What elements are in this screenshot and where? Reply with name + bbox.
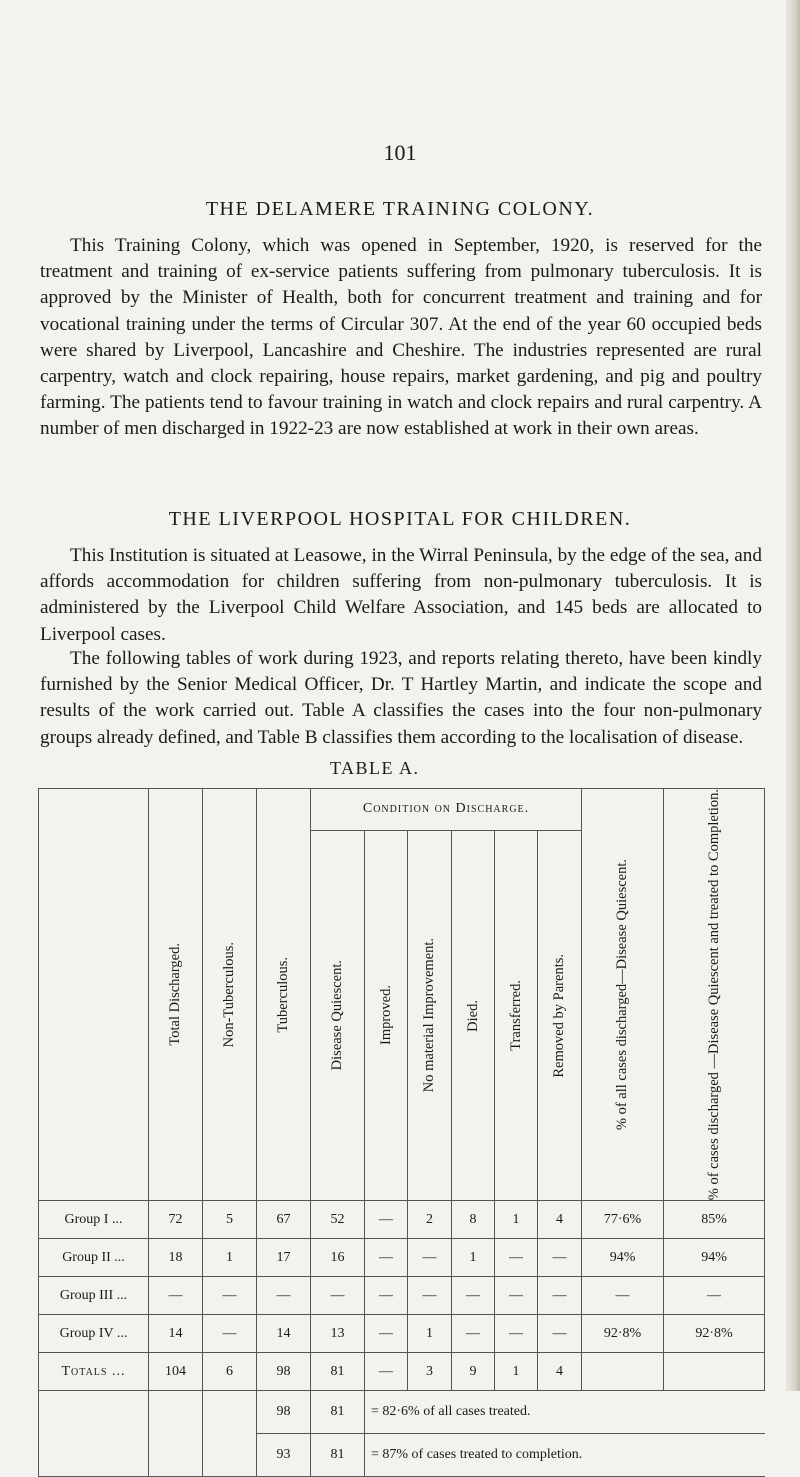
page-number: 101 <box>383 140 417 165</box>
table-cell: 3 <box>408 1353 452 1391</box>
table-cell: — <box>452 1315 495 1353</box>
header-no-improvement: No material Improvement. <box>408 830 452 1201</box>
table-cell: 1 <box>203 1239 257 1277</box>
header-improved: Improved. <box>365 830 408 1201</box>
table-cell: 104 <box>149 1353 203 1391</box>
table-cell: 4 <box>538 1353 582 1391</box>
table-row <box>39 1239 765 1277</box>
table-cell <box>582 1353 664 1391</box>
table-row <box>39 1315 765 1353</box>
paragraph-liverpool-hospital <box>40 543 762 648</box>
table-cell: 94% <box>582 1239 664 1277</box>
table-cell: — <box>365 1277 408 1315</box>
summary-cell: 93 <box>257 1434 311 1477</box>
header-non-tuberculous: Non-Tuberculous. <box>203 789 257 1201</box>
table-cell: — <box>365 1315 408 1353</box>
row-label: Group IV ... <box>39 1315 149 1353</box>
summary-cell: 81 <box>311 1391 365 1434</box>
header-condition-on-discharge: Condition on Discharge. <box>311 789 582 831</box>
header-pct-all: % of all cases discharged—Disease Quiescent. <box>582 789 664 1201</box>
table-cell: 67 <box>257 1201 311 1239</box>
table-cell <box>664 1353 765 1391</box>
table-cell: 13 <box>311 1315 365 1353</box>
table-cell: 72 <box>149 1201 203 1239</box>
header-blank <box>39 789 149 1201</box>
summary-blank <box>203 1391 257 1477</box>
table-cell: — <box>452 1277 495 1315</box>
table-cell: 9 <box>452 1353 495 1391</box>
summary-blank <box>149 1391 203 1477</box>
row-label: Group III ... <box>39 1277 149 1315</box>
paragraph-delamere-text: This Training Colony, which was opened in September, 1920, is reserved for the treatment and training of ex-service patients suffering from pulmonary tuberculosis. It is approved by the Minister of Health, both for concurrent treatment and training and for vocational training under the terms of Circular 307. At the end of the year 60 occupied beds were shared by Liverpool, Lancashire and Cheshire. The industries represented are rural carpentry, watch and clock repairing, house repairs, market gardening, and pig and poultry farming. The patients tend to favour training in watch and clock repairs and rural carpentry. A number of men discharged in 1922-23 are now established at work in their own areas. <box>40 235 762 440</box>
table-cell: 14 <box>149 1315 203 1353</box>
section-title-liverpool-hospital: THE LIVERPOOL HOSPITAL FOR CHILDREN. <box>168 508 632 530</box>
table-cell: 52 <box>311 1201 365 1239</box>
table-cell: — <box>582 1277 664 1315</box>
paragraph-liverpool-hospital-text: This Institution is situated at Leasowe, in the Wirral Peninsula, by the edge of the sea, and affords accommodation for children suffering from non-pulmonary tuberculosis. It is administered by the Liverpool Child Welfare Association, and 145 beds are allocated to Liverpool cases. <box>40 545 762 645</box>
summary-cell: 81 <box>311 1434 365 1477</box>
paragraph-delamere <box>40 233 762 443</box>
table-cell: 1 <box>495 1353 538 1391</box>
table-cell: 14 <box>257 1315 311 1353</box>
table-cell: — <box>538 1315 582 1353</box>
paragraph-tables-intro-text: The following tables of work during 1923, and reports relating thereto, have been kindly furnished by the Senior Medical Officer, Dr. T Hartley Martin, and indicate the scope and results of the work carried out. Table A classifies the cases into the four non-pulmonary groups already defined, and Table B classifies them according to the localisation of disease. <box>40 648 762 748</box>
summary-text: = 82·6% of all cases treated. <box>365 1391 765 1434</box>
table-cell: — <box>257 1277 311 1315</box>
header-total: Total Discharged. <box>149 789 203 1201</box>
table-row <box>39 1353 765 1391</box>
table-cell: 1 <box>495 1201 538 1239</box>
summary-blank <box>39 1391 149 1477</box>
table-row <box>39 1277 765 1315</box>
table-cell: — <box>408 1277 452 1315</box>
table-cell: 98 <box>257 1353 311 1391</box>
header-removed: Removed by Parents. <box>538 830 582 1201</box>
table-cell: — <box>408 1239 452 1277</box>
table-cell: 92·8% <box>582 1315 664 1353</box>
table-cell: 2 <box>408 1201 452 1239</box>
row-label: Totals ... <box>39 1353 149 1391</box>
table-cell: — <box>538 1277 582 1315</box>
table-cell: — <box>538 1239 582 1277</box>
table-cell: — <box>495 1315 538 1353</box>
table-a <box>38 788 765 1477</box>
table-cell: 8 <box>452 1201 495 1239</box>
header-transferred: Transferred. <box>495 830 538 1201</box>
table-cell: — <box>149 1277 203 1315</box>
summary-text: = 87% of cases treated to completion. <box>365 1434 765 1477</box>
paragraph-tables-intro <box>40 646 762 751</box>
row-label: Group I ... <box>39 1201 149 1239</box>
table-cell: 4 <box>538 1201 582 1239</box>
table-cell: 92·8% <box>664 1315 765 1353</box>
table-cell: 17 <box>257 1239 311 1277</box>
table-cell: — <box>311 1277 365 1315</box>
table-cell: 77·6% <box>582 1201 664 1239</box>
table-cell: 16 <box>311 1239 365 1277</box>
summary-cell: 98 <box>257 1391 311 1434</box>
header-died: Died. <box>452 830 495 1201</box>
table-cell: — <box>203 1315 257 1353</box>
table-row <box>39 1201 765 1239</box>
table-cell: — <box>365 1353 408 1391</box>
table-cell: — <box>495 1239 538 1277</box>
table-cell: — <box>664 1277 765 1315</box>
page-edge <box>786 0 800 1391</box>
header-tuberculous: Tuberculous. <box>257 789 311 1201</box>
table-cell: 81 <box>311 1353 365 1391</box>
row-label: Group II ... <box>39 1239 149 1277</box>
table-cell: 18 <box>149 1239 203 1277</box>
section-title-delamere: THE DELAMERE TRAINING COLONY. <box>205 198 595 220</box>
table-caption: TABLE A. <box>330 758 420 778</box>
table-cell: 94% <box>664 1239 765 1277</box>
table-cell: 1 <box>452 1239 495 1277</box>
table-cell: — <box>365 1239 408 1277</box>
table-cell: 5 <box>203 1201 257 1239</box>
header-quiescent: Disease Quiescent. <box>311 830 365 1201</box>
table-cell: 6 <box>203 1353 257 1391</box>
table-cell: — <box>365 1201 408 1239</box>
table-cell: — <box>203 1277 257 1315</box>
table-cell: 85% <box>664 1201 765 1239</box>
table-cell: — <box>495 1277 538 1315</box>
header-pct-completion: % of cases discharged —Disease Quiescent and treated to Completion. <box>664 789 765 1201</box>
table-cell: 1 <box>408 1315 452 1353</box>
